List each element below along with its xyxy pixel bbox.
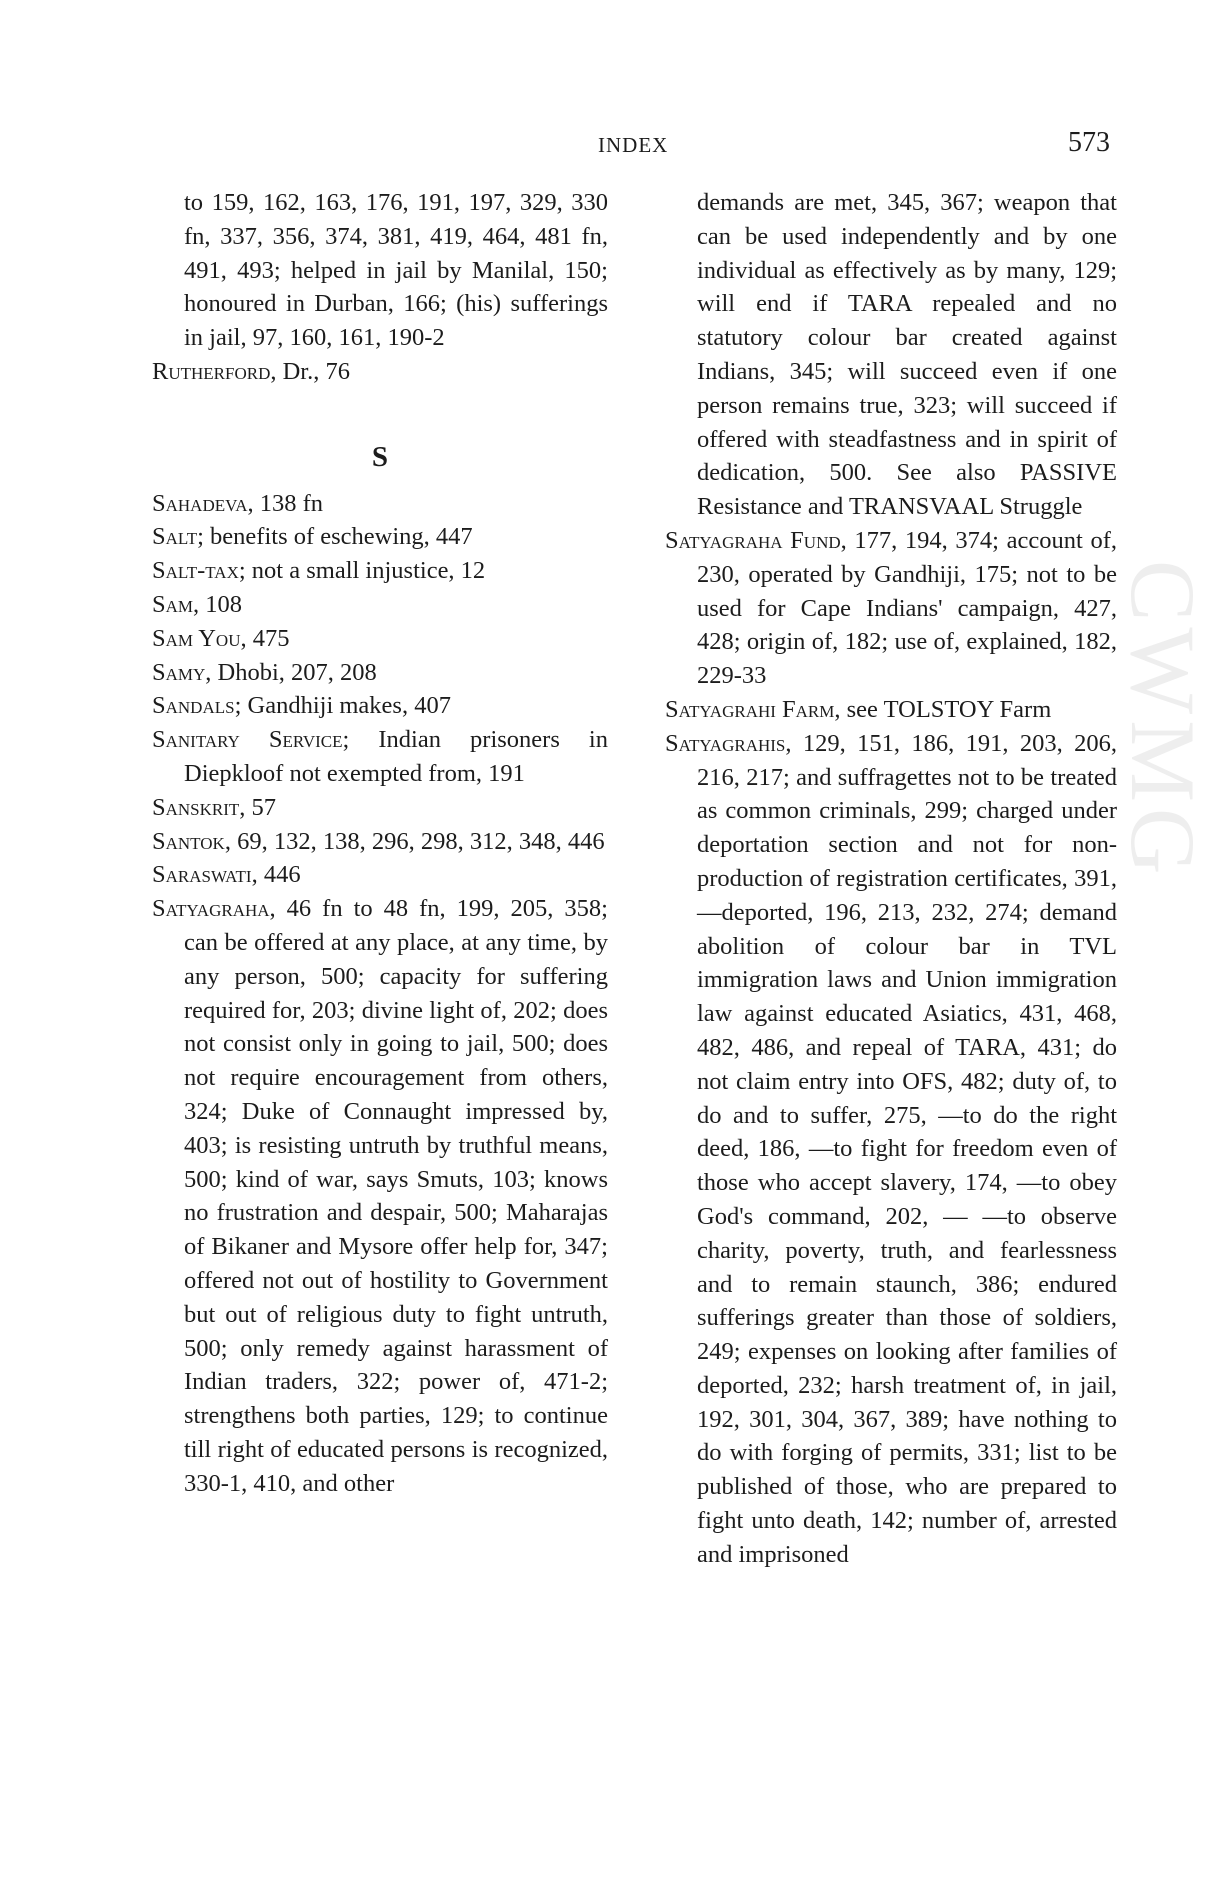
- entry-heading: Satyagraha Fund: [665, 526, 841, 554]
- section-letter: S: [371, 440, 389, 473]
- page-number: 573: [1068, 127, 1110, 158]
- entry-text: , 446: [251, 861, 301, 889]
- entry-heading: Sahadeva: [152, 489, 248, 517]
- entry-heading: Rutherford: [152, 357, 271, 385]
- entry-text: , 475: [240, 624, 290, 652]
- index-entry: [152, 487, 608, 521]
- index-entry: [665, 524, 1117, 693]
- watermark: [1112, 560, 1218, 1320]
- entry-text: , 57: [239, 793, 277, 821]
- index-entry: [152, 554, 608, 588]
- entry-heading: Salt: [152, 523, 198, 551]
- entry-text: ; not a small injustice, 12: [238, 557, 486, 585]
- entry-text: , 177, 194, 374; account of, 230, operated by Gandhiji, 175; not to be used for Cape Indians' campaign, 427, 428; origin of, 182; use of, explained, 182, 229-33: [697, 526, 1117, 690]
- entry-heading: Sanitary Service: [152, 726, 343, 754]
- entry-heading: Satyagrahis: [665, 729, 786, 757]
- entry-heading: Santok: [152, 827, 225, 855]
- entry-text: ; benefits of eschewing, 447: [197, 523, 473, 551]
- index-entry: [152, 520, 608, 554]
- index-entry: [152, 723, 608, 791]
- index-entry: [152, 858, 608, 892]
- entry-heading: Sanskrit: [152, 793, 240, 821]
- continued-entry: demands are met, 345, 367; weapon that can be used independently and by one individual as effectively as by many, 129; will end if TARA repealed and no statutory colour bar created against Indians, 345; will succeed even if one person remains true, 323; will succeed if offered with steadfastness and in spirit of dedication, 500. See also PASSIVE Resistance and TRANSVAAL Struggle: [697, 189, 1117, 521]
- entry-heading: Satyagrahi Farm: [665, 695, 835, 723]
- entry-heading: Sam You: [152, 624, 241, 652]
- index-entry: [665, 693, 1117, 727]
- index-entry: [152, 892, 608, 1500]
- entry-heading: Samy: [152, 658, 206, 686]
- entry-heading: Salt-tax: [152, 557, 239, 585]
- index-entry: [152, 689, 608, 723]
- entry-text: , 46 fn to 48 fn, 199, 205, 358; can be offered at any place, at any time, by any person, 500; capacity for suffering required for, 203; divine light of, 202; does not consist only in going to jail, 500; does not require encouragement from others, 324; Duke of Connaught impressed by, 403; is resisting untruth by truthful means, 500; kind of war, says Smuts, 103; knows no frustration and despair, 500; Maharajas of Bikaner and Mysore offer help for, 347; offered not out of hostility to Government but out of religious duty to fight untruth, 500; only remedy against harassment of Indian traders, 322; power of, 471-2; strengthens both parties, 129; to continue till right of educated persons is recognized, 330-1, 410, and other: [184, 895, 608, 1497]
- entry-heading: Sam: [152, 590, 194, 618]
- entry-text: , Dhobi, 207, 208: [205, 658, 377, 686]
- entry-text: ; Gandhiji makes, 407: [234, 692, 451, 720]
- entry-text: ; Indian prisoners in Diepkloof not exempted from, 191: [184, 726, 608, 787]
- watermark-text: CWMG: [1112, 560, 1214, 881]
- entry-text: , 69, 132, 138, 296, 298, 312, 348, 446: [224, 827, 605, 855]
- index-entry: [152, 825, 608, 859]
- index-entry-rutherford: [152, 355, 608, 389]
- index-entry: [152, 791, 608, 825]
- entry-heading: Satyagraha: [152, 895, 270, 923]
- entry-text: , 108: [193, 590, 243, 618]
- entry-text: , Dr., 76: [270, 357, 350, 385]
- entry-heading: Sandals: [152, 692, 235, 720]
- index-entry: [152, 622, 608, 656]
- entry-text: , see TOLSTOY Farm: [834, 695, 1052, 723]
- entry-text: , 138 fn: [247, 489, 324, 517]
- left-column: [152, 186, 608, 1500]
- entries-list: [665, 524, 1117, 1572]
- running-head: INDEX: [598, 133, 669, 157]
- index-entry: [152, 656, 608, 690]
- entry-text: , 129, 151, 186, 191, 203, 206, 216, 217; and suffragettes not to be treated as common criminals, 299; charged under deportation section and not for non-production of registration certificates, 391, —deported, 196, 213, 232, 274; demand abolition of colour bar in TVL immigration laws and Union immigration law against educated Asiatics, 431, 468, 482, 486, and repeal of TARA, 431; do not claim entry into OFS, 482; duty of, to do and to suffer, 275, —to do the right deed, 186, —to fight for freedom even of those who accept slavery, 174, —to obey God's command, 202, — —to observe charity, poverty, truth, and fearlessness and to remain staunch, 386; endured sufferings greater than those of soldiers, 249; expenses on looking after families of deported, 232; harsh treatment of, in jail, 192, 301, 304, 367, 389; have nothing to do with forging of permits, 331; list to be published of those, who are prepared to fight unto death, 142; number of, arrested and imprisoned: [697, 729, 1117, 1568]
- index-entry: [152, 588, 608, 622]
- continued-entry: to 159, 162, 163, 176, 191, 197, 329, 330 fn, 337, 356, 374, 381, 419, 464, 481 fn, 491, 493; helped in jail by Manilal, 150; honoured in Durban, 166; (his) sufferings in jail, 97, 160, 161, 190-2: [184, 189, 608, 352]
- entries-list: [152, 487, 608, 1501]
- entry-heading: Saraswati: [152, 861, 252, 889]
- index-entry: [665, 727, 1117, 1572]
- right-column: [665, 186, 1117, 1572]
